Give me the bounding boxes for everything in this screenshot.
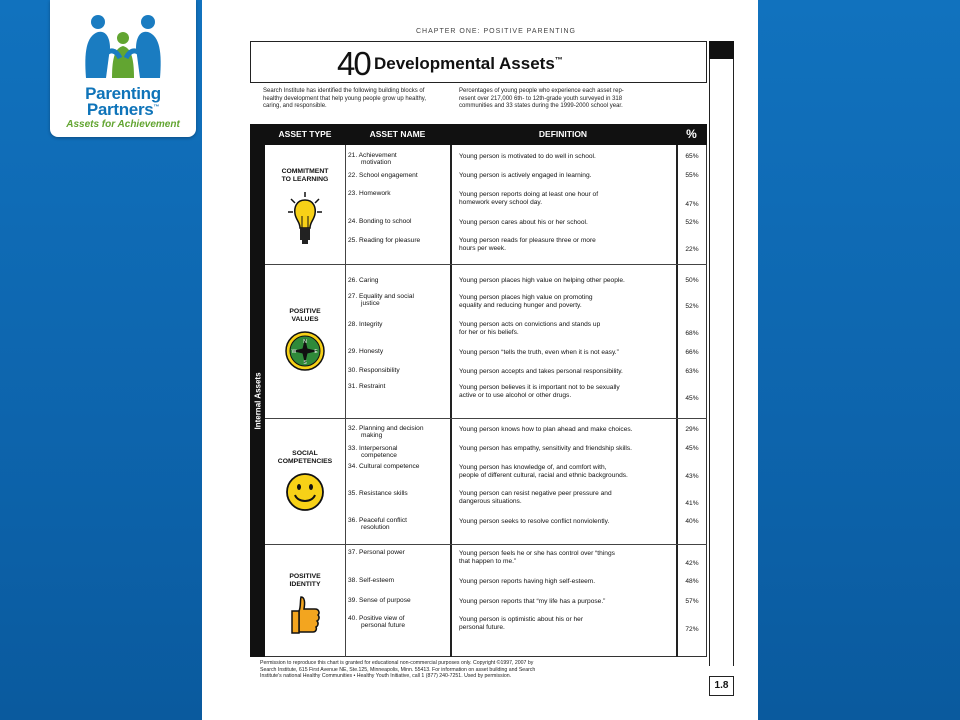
asset-name xyxy=(348,463,448,470)
background-right-panel xyxy=(758,0,960,720)
family-figures-icon xyxy=(82,8,164,82)
asset-name-line: 26. Caring xyxy=(348,277,379,284)
footer-line: Search Institute, 615 First Avenue NE, Ste.125, Minneapolis, Minn. 55413. For information on asset building and Search xyxy=(260,666,536,673)
asset-name-line: 40. Positive view of xyxy=(348,615,405,622)
asset-percent: 52% xyxy=(685,219,699,226)
asset-name-line: 25. Reading for pleasure xyxy=(348,237,421,244)
asset-definition-line: people of different cultural, racial and ethnic backgrounds. xyxy=(459,471,628,479)
asset-definition-line: Young person accepts and takes personal responsibility. xyxy=(459,368,623,375)
asset-name xyxy=(348,293,448,307)
asset-definition-line: personal future. xyxy=(459,623,505,631)
title-number: 40 xyxy=(337,45,370,82)
asset-percent: 50% xyxy=(685,277,699,284)
logo-text-partners: Partners™ xyxy=(86,100,160,119)
asset-name-line: 39. Sense of purpose xyxy=(348,597,411,604)
category-positive-identity: POSITIVE IDENTITY xyxy=(289,573,321,588)
asset-name xyxy=(348,597,448,604)
column-header-asset-type: ASSET TYPE xyxy=(278,129,332,139)
asset-name-line: 21. Achievement xyxy=(348,152,397,159)
smiley-icon xyxy=(285,472,325,512)
column-header-definition: DEFINITION xyxy=(538,129,588,139)
asset-name-line: 33. Interpersonal xyxy=(348,445,398,452)
asset-name-line: 30. Responsibility xyxy=(348,367,400,374)
asset-definition xyxy=(459,277,679,285)
asset-definition-line: Young person reports doing at least one hour of xyxy=(459,191,599,198)
asset-name-line: 24. Bonding to school xyxy=(348,218,412,225)
asset-definition xyxy=(459,153,679,161)
asset-percent: 55% xyxy=(685,172,699,179)
asset-definition-line: homework every school day. xyxy=(459,198,543,206)
compass-letter-n: N xyxy=(303,339,307,345)
asset-name-line: 36. Peaceful conflict xyxy=(348,517,408,524)
asset-name-line: 29. Honesty xyxy=(348,348,384,355)
asset-name-line: 35. Resistance skills xyxy=(348,490,408,497)
asset-name xyxy=(348,549,448,556)
asset-name xyxy=(348,615,448,629)
asset-definition-line: Young person can resist negative peer pressure and xyxy=(459,490,612,497)
page-tab-marker xyxy=(709,41,734,59)
asset-definition xyxy=(459,464,679,480)
asset-definition xyxy=(459,578,679,586)
asset-definition xyxy=(459,445,679,453)
asset-definition-line: Young person is actively engaged in learning. xyxy=(459,172,592,179)
asset-definition-line: hours per week. xyxy=(459,244,506,252)
asset-percent: 22% xyxy=(685,246,699,253)
column-divider xyxy=(450,145,452,657)
asset-name-line: competence xyxy=(361,452,397,460)
asset-percent: 65% xyxy=(685,153,699,160)
asset-name xyxy=(348,490,448,497)
intro-right-line: resent over 217,000 6th- to 12th-grade youth surveyed in 318 xyxy=(459,95,623,102)
asset-name-line: justice xyxy=(361,300,380,308)
asset-definition-line: Young person has knowledge of, and comfort with, xyxy=(459,464,607,471)
asset-name xyxy=(348,237,448,244)
page-number: 1.8 xyxy=(709,676,734,696)
asset-definition-line: Young person cares about his or her school. xyxy=(459,219,588,226)
asset-name xyxy=(348,517,448,531)
asset-name-line: resolution xyxy=(361,524,390,532)
category-divider xyxy=(265,418,707,419)
asset-definition-line: Young person “tells the truth, even when it is not easy.” xyxy=(459,349,619,356)
asset-definition-line: Young person reports that “my life has a purpose.” xyxy=(459,598,606,605)
asset-definition-line: dangerous situations. xyxy=(459,497,522,505)
asset-definition xyxy=(459,237,679,253)
asset-percent: 43% xyxy=(685,473,699,480)
asset-definition xyxy=(459,321,679,337)
asset-definition xyxy=(459,518,679,526)
asset-percent: 72% xyxy=(685,626,699,633)
asset-name xyxy=(348,172,448,179)
asset-name-line: 22. School engagement xyxy=(348,172,418,179)
footer-line: Permission to reproduce this chart is granted for educational non-commercial purposes only. Copyright ©1997, 2007 by xyxy=(260,660,534,666)
asset-definition-line: for her or his beliefs. xyxy=(459,328,519,336)
asset-name-line: 31. Restraint xyxy=(348,383,386,390)
asset-definition-line: Young person has empathy, sensitivity and friendship skills. xyxy=(459,445,632,452)
chapter-heading: CHAPTER ONE: POSITIVE PARENTING xyxy=(416,28,577,35)
asset-name xyxy=(348,383,448,390)
asset-name xyxy=(348,277,448,284)
asset-definition xyxy=(459,616,679,632)
intro-left-text xyxy=(263,88,463,111)
intro-left-line: Search Institute has identified the following building blocks of xyxy=(263,88,425,94)
asset-percent: 48% xyxy=(685,578,699,585)
compass-letter-e: E xyxy=(314,349,318,355)
asset-definition-line: that happen to me.” xyxy=(459,557,517,565)
asset-definition xyxy=(459,490,679,506)
asset-definition-line: Young person knows how to plan ahead and make choices. xyxy=(459,426,633,433)
copyright-footer xyxy=(250,658,707,685)
asset-percent: 41% xyxy=(685,500,699,507)
asset-percent: 47% xyxy=(685,201,699,208)
asset-percent: 63% xyxy=(685,368,699,375)
asset-definition xyxy=(459,384,679,400)
logo-text-parenting: Parenting xyxy=(85,84,161,103)
asset-definition-line: Young person reports having high self-esteem. xyxy=(459,578,596,585)
footer-line: Institute's national Healthy Communities • Healthy Youth Initiative, call 1 (877) 240-7251. Used by permission. xyxy=(260,673,512,680)
asset-percent: 40% xyxy=(685,518,699,525)
asset-name-line: personal future xyxy=(361,622,405,630)
document-page xyxy=(202,0,758,720)
category-commitment-to-learning: COMMITMENT TO LEARNING xyxy=(281,168,329,183)
asset-name-line: making xyxy=(361,432,383,440)
category-divider xyxy=(265,264,707,265)
intro-right-line: Percentages of young people who experience each asset rep- xyxy=(459,88,624,94)
asset-name-line: 34. Cultural competence xyxy=(348,463,420,470)
page-side-border xyxy=(709,59,734,666)
category-positive-values: POSITIVE VALUES xyxy=(289,308,321,323)
asset-name-line: 37. Personal power xyxy=(348,549,405,556)
intro-left-line: healthy development that help young people grow up healthy, xyxy=(263,95,427,102)
asset-percent: 57% xyxy=(685,598,699,605)
asset-definition-line: equality and reducing hunger and poverty. xyxy=(459,301,582,309)
asset-definition-line: Young person is motivated to do well in school. xyxy=(459,153,596,160)
asset-name xyxy=(348,367,448,374)
page-title: Developmental Assets™ xyxy=(374,54,563,73)
asset-definition-line: Young person believes it is important not to be sexually xyxy=(459,384,620,391)
asset-name xyxy=(348,321,448,328)
asset-definition xyxy=(459,294,679,310)
asset-name xyxy=(348,577,448,584)
asset-percent: 29% xyxy=(685,426,699,433)
column-divider xyxy=(345,145,346,657)
asset-definition xyxy=(459,191,679,207)
intro-right-line: communities and 33 states during the 1999-2000 school year. xyxy=(459,103,623,109)
asset-name-line: motivation xyxy=(361,159,392,167)
compass-icon xyxy=(285,331,325,371)
lightbulb-icon xyxy=(288,192,322,248)
thumbs-up-icon xyxy=(289,595,321,641)
asset-definition xyxy=(459,172,679,180)
category-divider xyxy=(265,544,707,545)
logo-tagline: Assets for Achievement xyxy=(66,119,180,130)
asset-name-line: 27. Equality and social xyxy=(348,293,414,300)
asset-definition xyxy=(459,550,679,566)
compass-letter-s: S xyxy=(303,360,307,366)
asset-name xyxy=(348,190,448,197)
internal-assets-label: Internal Assets xyxy=(253,372,262,430)
asset-definition xyxy=(459,598,679,606)
asset-name-line: 23. Homework xyxy=(348,190,391,197)
asset-percent: 66% xyxy=(685,349,699,356)
asset-percent: 42% xyxy=(685,560,699,567)
asset-name xyxy=(348,218,448,225)
asset-definition-line: Young person places high value on promoting xyxy=(459,294,593,301)
asset-percent: 52% xyxy=(685,303,699,310)
asset-name xyxy=(348,445,448,459)
asset-definition-line: Young person acts on convictions and stands up xyxy=(459,321,601,328)
asset-definition-line: Young person seeks to resolve conflict nonviolently. xyxy=(459,518,610,525)
title-box xyxy=(250,41,707,83)
column-header-asset-name: ASSET NAME xyxy=(369,129,426,139)
asset-definition-line: Young person feels he or she has control over “things xyxy=(459,550,615,557)
asset-definition xyxy=(459,219,679,227)
asset-definition xyxy=(459,368,679,376)
asset-definition-line: active or to use alcohol or other drugs. xyxy=(459,391,572,399)
intro-left-line: caring, and responsible. xyxy=(263,103,327,109)
column-header-percent: % xyxy=(686,127,697,141)
asset-name-line: 28. Integrity xyxy=(348,321,383,328)
intro-right-text xyxy=(459,88,689,111)
asset-name xyxy=(348,152,448,166)
asset-definition xyxy=(459,426,679,434)
asset-name-line: 32. Planning and decision xyxy=(348,425,424,432)
asset-name-line: 38. Self-esteem xyxy=(348,577,395,584)
asset-percent: 45% xyxy=(685,445,699,452)
asset-definition-line: Young person places high value on helping other people. xyxy=(459,277,625,284)
parenting-partners-logo xyxy=(50,0,196,137)
table-header xyxy=(250,124,707,145)
category-social-competencies: SOCIAL COMPETENCIES xyxy=(277,450,333,465)
asset-name xyxy=(348,425,448,439)
asset-percent: 68% xyxy=(685,330,699,337)
asset-name xyxy=(348,348,448,355)
compass-letter-w: W xyxy=(291,349,297,355)
asset-definition-line: Young person is optimistic about his or her xyxy=(459,616,584,623)
asset-definition xyxy=(459,349,679,357)
asset-percent: 45% xyxy=(685,395,699,402)
asset-definition-line: Young person reads for pleasure three or more xyxy=(459,237,596,244)
